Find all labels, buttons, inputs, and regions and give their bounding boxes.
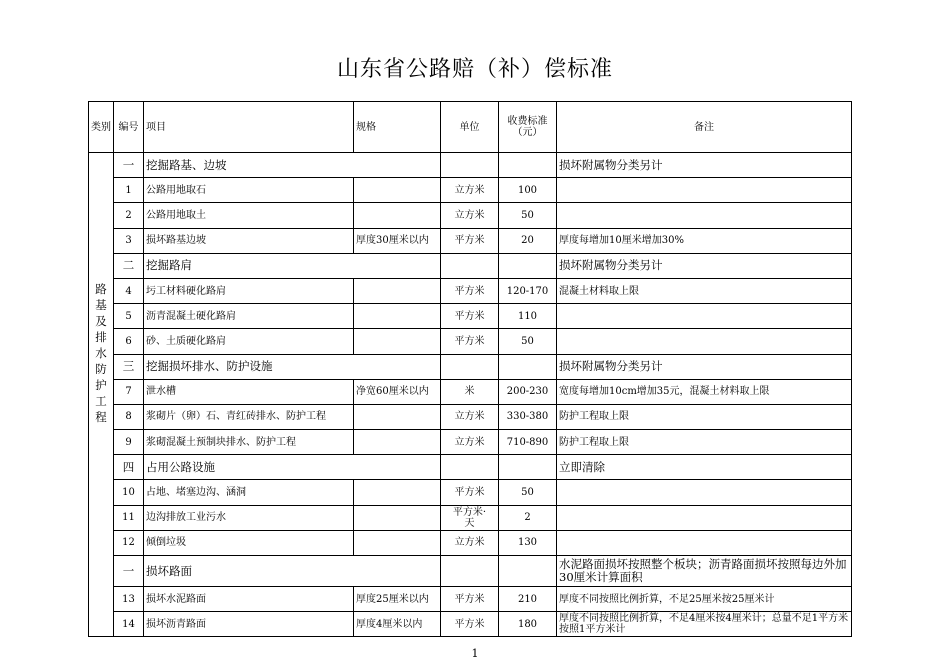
table-row [89,404,852,429]
row-number: 10 [114,480,144,505]
row-unit: 平方米 [441,329,499,354]
row-note [557,304,852,329]
table-row [89,455,852,480]
row-number: 9 [114,430,144,455]
header-number: 编号 [114,102,144,153]
row-item: 占地、堵塞边沟、涵洞 [144,480,354,505]
section-title: 占用公路设施 [144,455,441,480]
row-fee: 20 [499,228,557,253]
table-row [89,612,852,637]
row-unit: 立方米 [441,203,499,228]
table-row [89,329,852,354]
row-spec [354,304,441,329]
row-note [557,505,852,530]
row-unit [441,556,499,587]
row-unit: 米 [441,379,499,404]
row-fee [499,354,557,379]
row-fee: 710-890 [499,430,557,455]
category-char: 排 [95,330,107,344]
row-note: 厚度每增加10厘米增加30% [557,228,852,253]
page-title: 山东省公路赔（补）偿标准 [336,57,613,82]
row-unit: 立方米 [441,430,499,455]
row-fee: 200-230 [499,379,557,404]
row-fee: 120-170 [499,278,557,303]
row-unit: 立方米 [441,178,499,203]
section-title: 挖掘路基、边坡 [144,153,441,178]
row-note [557,530,852,555]
row-spec [354,480,441,505]
table-row [89,228,852,253]
row-note: 防护工程取上限 [557,430,852,455]
row-number: 5 [114,304,144,329]
row-item: 公路用地取土 [144,203,354,228]
row-spec [354,278,441,303]
row-spec [354,178,441,203]
header-spec: 规格 [354,102,441,153]
row-fee: 210 [499,587,557,612]
row-note [557,178,852,203]
row-note: 损坏附属物分类另计 [557,253,852,278]
row-number: 12 [114,530,144,555]
row-fee [499,153,557,178]
row-item: 损坏水泥路面 [144,587,354,612]
row-item: 泄水槽 [144,379,354,404]
row-note: 立即清除 [557,455,852,480]
row-number: 11 [114,505,144,530]
row-fee: 50 [499,329,557,354]
category-char: 工 [95,394,107,408]
section-title: 挖掘损坏排水、防护设施 [144,354,441,379]
row-number: 一 [114,153,144,178]
table-row [89,480,852,505]
row-note: 损坏附属物分类另计 [557,153,852,178]
row-unit [441,253,499,278]
row-spec: 净宽60厘米以内 [354,379,441,404]
row-fee [499,455,557,480]
row-item: 损坏沥青路面 [144,612,354,637]
row-number: 14 [114,612,144,637]
row-number: 3 [114,228,144,253]
row-note [557,480,852,505]
row-number: 7 [114,379,144,404]
category-char: 路 [95,282,107,296]
table-row [89,278,852,303]
category-cell [89,153,114,556]
page-number: 1 [471,647,479,660]
table-row [89,430,852,455]
row-note [557,329,852,354]
row-spec [354,430,441,455]
row-number: 1 [114,178,144,203]
category-char: 程 [95,410,107,424]
row-spec [354,329,441,354]
row-number: 8 [114,404,144,429]
category-char: 护 [95,378,107,392]
row-item: 倾倒垃圾 [144,530,354,555]
header-note: 备注 [557,102,852,153]
row-fee [499,253,557,278]
table-row [89,530,852,555]
row-unit: 平方米 [441,612,499,637]
table-row [89,505,852,530]
category-cell [89,556,114,637]
row-unit: 立方米 [441,404,499,429]
row-unit [441,354,499,379]
row-item: 浆砌片（卵）石、青红砖排水、防护工程 [144,404,354,429]
row-fee: 180 [499,612,557,637]
table-row [89,379,852,404]
row-item: 边沟排放工业污水 [144,505,354,530]
row-spec [354,505,441,530]
row-spec: 厚度30厘米以内 [354,228,441,253]
row-unit: 平方米 [441,228,499,253]
row-item: 浆砌混凝土预制块排水、防护工程 [144,430,354,455]
row-number: 四 [114,455,144,480]
category-char: 防 [95,362,107,376]
row-unit: 立方米 [441,530,499,555]
row-spec [354,530,441,555]
row-item: 损坏路基边坡 [144,228,354,253]
row-fee: 110 [499,304,557,329]
compensation-table [88,101,852,637]
row-spec: 厚度25厘米以内 [354,587,441,612]
table-row [89,153,852,178]
row-spec: 厚度4厘米以内 [354,612,441,637]
category-char: 水 [95,346,107,360]
row-unit: 平方米 [441,587,499,612]
row-fee: 2 [499,505,557,530]
section-title: 损坏路面 [144,556,441,587]
category-char: 及 [95,314,107,328]
row-unit [441,153,499,178]
header-unit: 单位 [441,102,499,153]
row-note: 防护工程取上限 [557,404,852,429]
row-number: 4 [114,278,144,303]
category-char: 基 [95,298,107,312]
row-note: 宽度每增加10cm增加35元，混凝土材料取上限 [557,379,852,404]
row-number: 三 [114,354,144,379]
row-number: 6 [114,329,144,354]
row-note: 厚度不同按照比例折算，不足25厘米按25厘米计 [557,587,852,612]
row-item: 沥青混凝土硬化路肩 [144,304,354,329]
row-number: 13 [114,587,144,612]
row-note: 厚度不同按照比例折算，不足4厘米按4厘米计；总量不足1平方米按照1平方米计 [557,612,852,637]
table-row [89,203,852,228]
row-spec [354,404,441,429]
row-fee: 130 [499,530,557,555]
header-category: 类别 [89,102,114,153]
row-item: 公路用地取石 [144,178,354,203]
row-number: 一 [114,556,144,587]
row-fee: 330-380 [499,404,557,429]
row-number: 二 [114,253,144,278]
row-fee: 50 [499,203,557,228]
row-unit: 平方米 [441,278,499,303]
row-number: 2 [114,203,144,228]
table-row [89,556,852,587]
row-note: 水泥路面损坏按照整个板块；沥青路面损坏按照每边外加30厘米计算面积 [557,556,852,587]
table-row [89,304,852,329]
header-item: 项目 [144,102,354,153]
row-fee [499,556,557,587]
row-unit: 平方米 [441,304,499,329]
table-row [89,587,852,612]
row-item: 圬工材料硬化路肩 [144,278,354,303]
table-row [89,354,852,379]
table-row [89,253,852,278]
row-note [557,203,852,228]
table-row [89,178,852,203]
header-fee: 收费标准（元） [499,102,557,153]
row-fee: 100 [499,178,557,203]
header-row [89,102,852,153]
row-fee: 50 [499,480,557,505]
row-unit: 平方米·天 [441,505,499,530]
row-spec [354,203,441,228]
row-item: 砂、土质硬化路肩 [144,329,354,354]
row-note: 混凝土材料取上限 [557,278,852,303]
row-unit: 平方米 [441,480,499,505]
row-unit [441,455,499,480]
row-note: 损坏附属物分类另计 [557,354,852,379]
section-title: 挖掘路肩 [144,253,441,278]
